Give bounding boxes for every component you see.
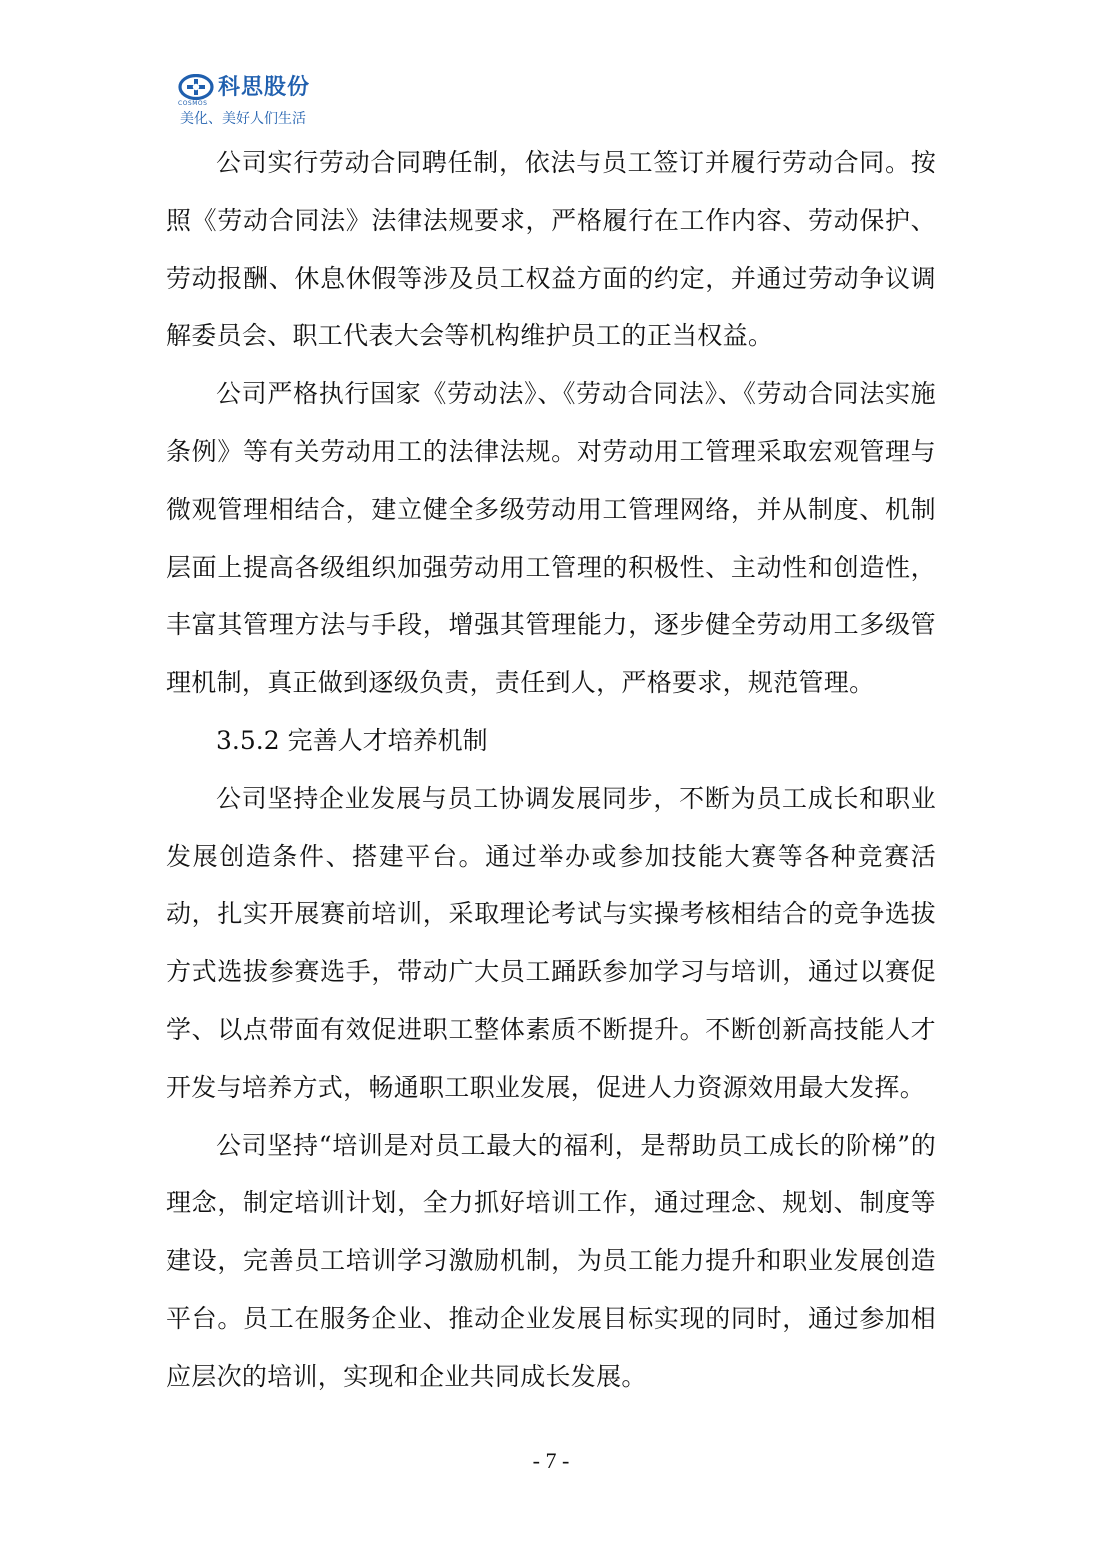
section-heading <box>166 712 936 770</box>
paragraph-labor-contract: 公司实行劳动合同聘任制，依法与员工签订并履行劳动合同。按照《劳动合同法》法律法规要求，严格履行在工作内容、劳动保护、劳动报酬、休息休假等涉及员工权益方面的约定，并通过劳动争议调解委员会、职工代表大会等机构维护员工的正当权益。 <box>166 148 936 351</box>
cosmos-logo-icon <box>178 74 214 100</box>
section-number: 3.5.2 <box>216 725 280 755</box>
logo-subtext: COSMOS <box>178 100 208 107</box>
page-number: - 7 - <box>532 1448 570 1473</box>
document-body <box>166 134 936 1406</box>
paragraph-talent-development: 公司坚持企业发展与员工协调发展同步，不断为员工成长和职业发展创造条件、搭建平台。通过举办或参加技能大赛等各种竞赛活动，扎实开展赛前培训，采取理论考试与实操考核相结合的竞争选拔方式选拔参赛选手，带动广大员工踊跃参加学习与培训，通过以赛促学、以点带面有效促进职工整体素质不断提升。不断创新高技能人才开发与培养方式，畅通职工职业发展，促进人力资源效用最大发挥。 <box>166 783 936 1102</box>
page-header <box>178 72 378 132</box>
company-name: 科思股份 <box>218 75 311 100</box>
paragraph-training: 公司坚持“培训是对员工最大的福利，是帮助员工成长的阶梯”的理念，制定培训计划，全力抓好培训工作，通过理念、规划、制度等建设，完善员工培训学习激励机制，为员工能力提升和职业发展创造平台。员工在服务企业、推动企业发展目标实现的同时，通过参加相应层次的培训，实现和企业共同成长发展。 <box>166 1130 936 1391</box>
section-title: 完善人才培养机制 <box>287 725 488 755</box>
company-slogan: 美化、美好人们生活 <box>180 111 306 127</box>
paragraph-labor-law: 公司严格执行国家《劳动法》、《劳动合同法》、《劳动合同法实施条例》等有关劳动用工的法律法规。对劳动用工管理采取宏观管理与微观管理相结合，建立健全多级劳动用工管理网络，并从制度、机制层面上提高各级组织加强劳动用工管理的积极性、主动性和创造性，丰富其管理方法与手段，增强其管理能力，逐步健全劳动用工多级管理机制，真正做到逐级负责，责任到人，严格要求，规范管理。 <box>166 379 936 698</box>
